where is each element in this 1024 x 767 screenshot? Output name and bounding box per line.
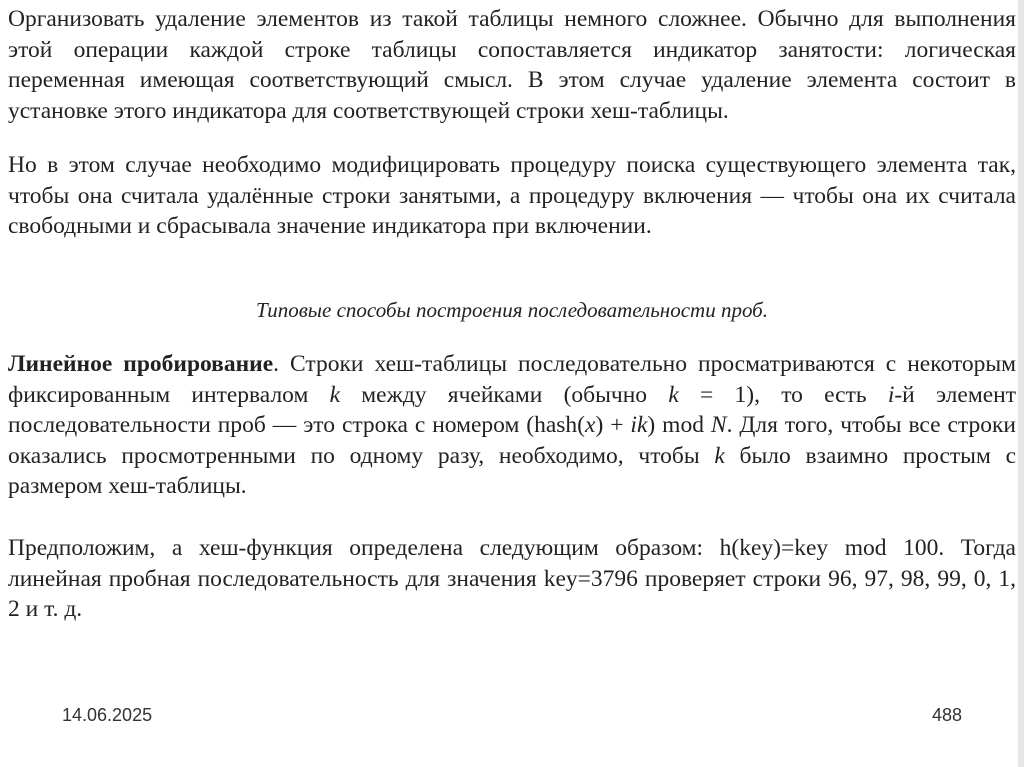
var-ik: ik	[630, 412, 648, 438]
var-x: x	[585, 412, 596, 438]
paragraph-example: Предположим, а хеш-функция определена следующим образом: h(key)=key mod 100. Тогда линейная пробная последовательность для значения key=3796 проверяет строки 96, 97, 98, 99, 0, 1, 2 и т. д.	[8, 535, 1016, 622]
text-span: . Для того, чтобы все строки оказались просмотренными по одному разу, необходимо, чтобы	[8, 412, 1016, 469]
text-span: . Строки хеш-таблицы последовательно просматриваются с некоторым фиксированным интервалом	[8, 351, 1017, 408]
var-k: k	[668, 381, 679, 408]
section-subtitle: Типовые способы построения последовательности проб.	[256, 298, 768, 322]
text-span: было взаимно простым с размером хеш-таблицы.	[8, 442, 1016, 499]
var-N: N	[710, 412, 727, 438]
term-linear-probing: Линейное пробирование	[8, 351, 274, 377]
text-span: ) +	[595, 412, 631, 438]
var-i: i	[887, 381, 895, 408]
footer-date: 14.06.2025	[62, 705, 153, 725]
text-span: ) mod	[647, 412, 711, 438]
text-span: -й элемент последовательности проб — это строка с номером (hash(	[8, 381, 1016, 438]
paragraph-search-modification: Но в этом случае необходимо модифицировать процедуру поиска существующего элемента так, чтобы она считала удалённые строки занятыми, а процедуру включения — чтобы она их считала свободными и сбрасывала значение индикатора при включении.	[8, 152, 1016, 239]
slide-edge	[1018, 0, 1024, 767]
var-k: k	[714, 442, 725, 469]
paragraph-linear-probing	[8, 349, 1016, 502]
text-span: = 1), то есть	[678, 381, 888, 408]
var-k: k	[329, 381, 341, 408]
text-span: между ячейками (обычно	[340, 381, 669, 408]
paragraph-deletion-intro: Организовать удаление элементов из такой таблицы немного сложнее. Обычно для выполнения этой операции каждой строке таблицы сопоставляется индикатор занятости: логическая переменная имеющая соответствующий смысл. В этом случае удаление элемента состоит в установке этого индикатора для соответствующей строки хеш-таблицы.	[8, 6, 1016, 124]
page-number: 488	[932, 705, 963, 725]
